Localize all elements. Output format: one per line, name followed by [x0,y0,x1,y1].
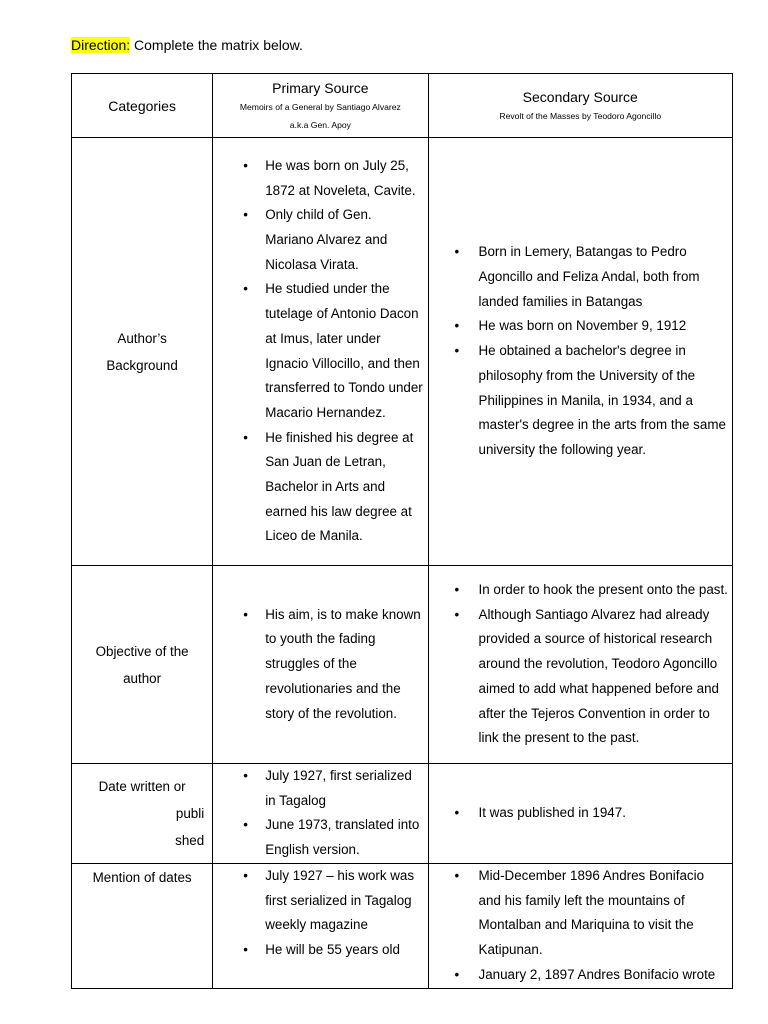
list-item: • Although Santiago Alvarez had already provided a source of historical research around the revolution, Teodoro Agoncillo aimed to add what happened before and after the Tejeros Convention in order to link the present to the past. [429,603,728,751]
primary-source-heading: Primary Source [272,79,369,96]
category-line: Author’s [117,330,167,346]
header-secondary [428,74,732,138]
header-row [72,74,733,138]
list-item: • He obtained a bachelor's degree in philosophy from the University of the Philippines in Manila, in 1934, and a master's degree in the arts from the same university the following year. [429,339,728,463]
secondary-cell [428,138,732,566]
direction-label: Direction: [71,37,131,53]
primary-cell [213,863,428,988]
list-item: • He studied under the tutelage of Antonio Dacon at Imus, later under Ignacio Villocillo, and then transferred to Tondo under Macario Hernandez. [213,277,423,425]
table-row [72,863,733,988]
primary-cell [213,764,428,864]
table-row [72,764,733,864]
list-item: • July 1927, first serialized in Tagalog [213,764,423,813]
category-line: Mention of dates [92,869,192,885]
category-line: Background [106,357,178,373]
category-line: Date written or [98,778,186,794]
list-item: • He was born on November 9, 1912 [429,314,728,339]
primary-cell [213,138,428,566]
list-item: • Mid-December 1896 Andres Bonifacio and his family left the mountains of Montalban and Mariquina to visit the Katipunan. [429,864,728,963]
categories-heading: Categories [108,97,176,114]
bullet-list [429,864,732,988]
secondary-cell [428,566,732,764]
secondary-cell [428,764,732,864]
bullet-list [213,603,427,727]
category-cell [72,764,213,864]
category-cell [72,138,213,566]
category-line: shed [175,832,205,848]
secondary-source-heading: Secondary Source [522,88,638,105]
category-cell [72,863,213,988]
header-categories [72,74,213,138]
list-item: • He finished his degree at San Juan de Letran, Bachelor in Arts and earned his law degree at Liceo de Manila. [213,426,423,550]
category-line: Objective of the [95,643,189,659]
bullet-list [429,240,732,462]
secondary-cell [428,863,732,988]
direction-text: Complete the matrix below. [130,37,303,53]
primary-source-subtitle-1: Memoirs of a General by Santiago Alvarez [239,101,401,112]
table-row [72,566,733,764]
primary-cell [213,566,428,764]
list-item: • January 2, 1897 Andres Bonifacio wrote [429,963,728,988]
list-item: • July 1927 – his work was first serialized in Tagalog weekly magazine [213,864,423,938]
table-row [72,138,733,566]
bullet-list [213,864,427,963]
bullet-list [213,764,427,863]
direction-line [71,36,303,54]
list-item: • Born in Lemery, Batangas to Pedro Agoncillo and Feliza Andal, both from landed families in Batangas [429,240,728,314]
comparison-matrix [71,73,733,989]
category-cell [72,566,213,764]
category-line: author [123,670,162,686]
list-item: • His aim, is to make known to youth the fading struggles of the revolutionaries and the story of the revolution. [213,603,423,727]
category-line: publi [175,805,205,821]
list-item: • He will be 55 years old [213,938,423,963]
list-item: • He was born on July 25, 1872 at Noveleta, Cavite. [213,154,423,203]
bullet-list [213,154,427,549]
bullet-list [429,801,732,826]
list-item: • It was published in 1947. [429,801,728,826]
list-item: • Only child of Gen. Mariano Alvarez and Nicolasa Virata. [213,203,423,277]
list-item: • In order to hook the present onto the past. [429,578,728,603]
list-item: • June 1973, translated into English version. [213,813,423,862]
primary-source-subtitle-2: a.k.a Gen. Apoy [289,119,351,130]
secondary-source-subtitle: Revolt of the Masses by Teodoro Agoncillo [499,110,662,121]
header-primary [213,74,428,138]
bullet-list [429,578,732,751]
